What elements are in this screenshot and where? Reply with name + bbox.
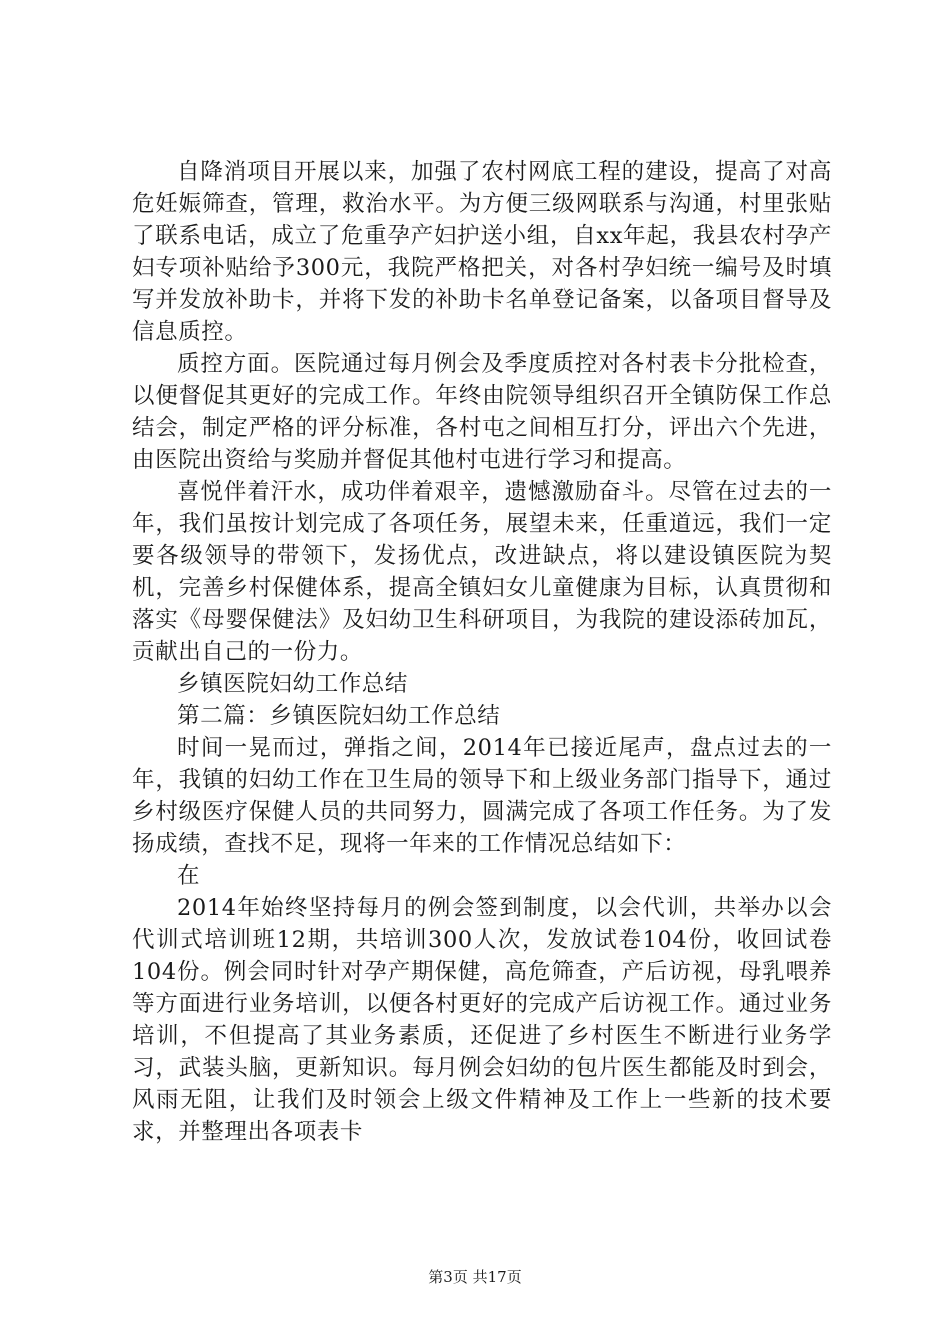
paragraph-intro: 时间一晃而过，弹指之间，2014年已接近尾声，盘点过去的一年，我镇的妇幼工作在卫生局的领导下和上级业务部门指导下，通过乡村级医疗保健人员的共同努力，圆满完成了各项工作任务。为了发扬成绩，查找不足，现将一年来的工作情况总结如下：: [132, 735, 832, 857]
fragment-line: 在: [177, 863, 201, 889]
section-heading: 第二篇：乡镇医院妇幼工作总结: [177, 703, 501, 729]
page-number-footer: 第3页 共17页: [428, 1268, 522, 1286]
paragraph-network-project: 自降消项目开展以来，加强了农村网底工程的建设，提高了对高危妊娠筛查，管理，救治水平。为方便三级网联系与沟通，村里张贴了联系电话，成立了危重孕产妇护送小组，自xx年起，我县农村孕产妇专项补贴给予300元，我院严格把关，对各村孕妇统一编号及时填写并发放补助卡，并将下发的补助卡名单登记备案，以备项目督导及信息质控。: [132, 159, 832, 345]
document-title-line: 乡镇医院妇幼工作总结: [177, 671, 409, 697]
paragraph-quality-control: 质控方面。医院通过每月例会及季度质控对各村表卡分批检查，以便督促其更好的完成工作。年终由院领导组织召开全镇防保工作总结会，制定严格的评分标准，各村屯之间相互打分，评出六个先进，由医院出资给与奖励并督促其他村屯进行学习和提高。: [132, 351, 832, 473]
paragraph-training: 2014年始终坚持每月的例会签到制度，以会代训，共举办以会代训式培训班12期，共培训300人次，发放试卷104份，收回试卷104份。例会同时针对孕产期保健，高危筛查，产后访视，母乳喂养等方面进行业务培训，以便各村更好的完成产后访视工作。通过业务培训，不但提高了其业务素质，还促进了乡村医生不断进行业务学习，武装头脑，更新知识。每月例会妇幼的包片医生都能及时到会，风雨无阻，让我们及时领会上级文件精神及工作上一些新的技术要求，并整理出各项表卡: [132, 895, 832, 1145]
document-body: [132, 156, 832, 1148]
paragraph-outlook: 喜悦伴着汗水，成功伴着艰辛，遗憾激励奋斗。尽管在过去的一年，我们虽按计划完成了各项任务，展望未来，任重道远，我们一定要各级领导的带领下，发扬优点，改进缺点，将以建设镇医院为契机，完善乡村保健体系，提高全镇妇女儿童健康为目标，认真贯彻和落实《母婴保健法》及妇幼卫生科研项目，为我院的建设添砖加瓦，贡献出自己的一份力。: [132, 479, 832, 665]
